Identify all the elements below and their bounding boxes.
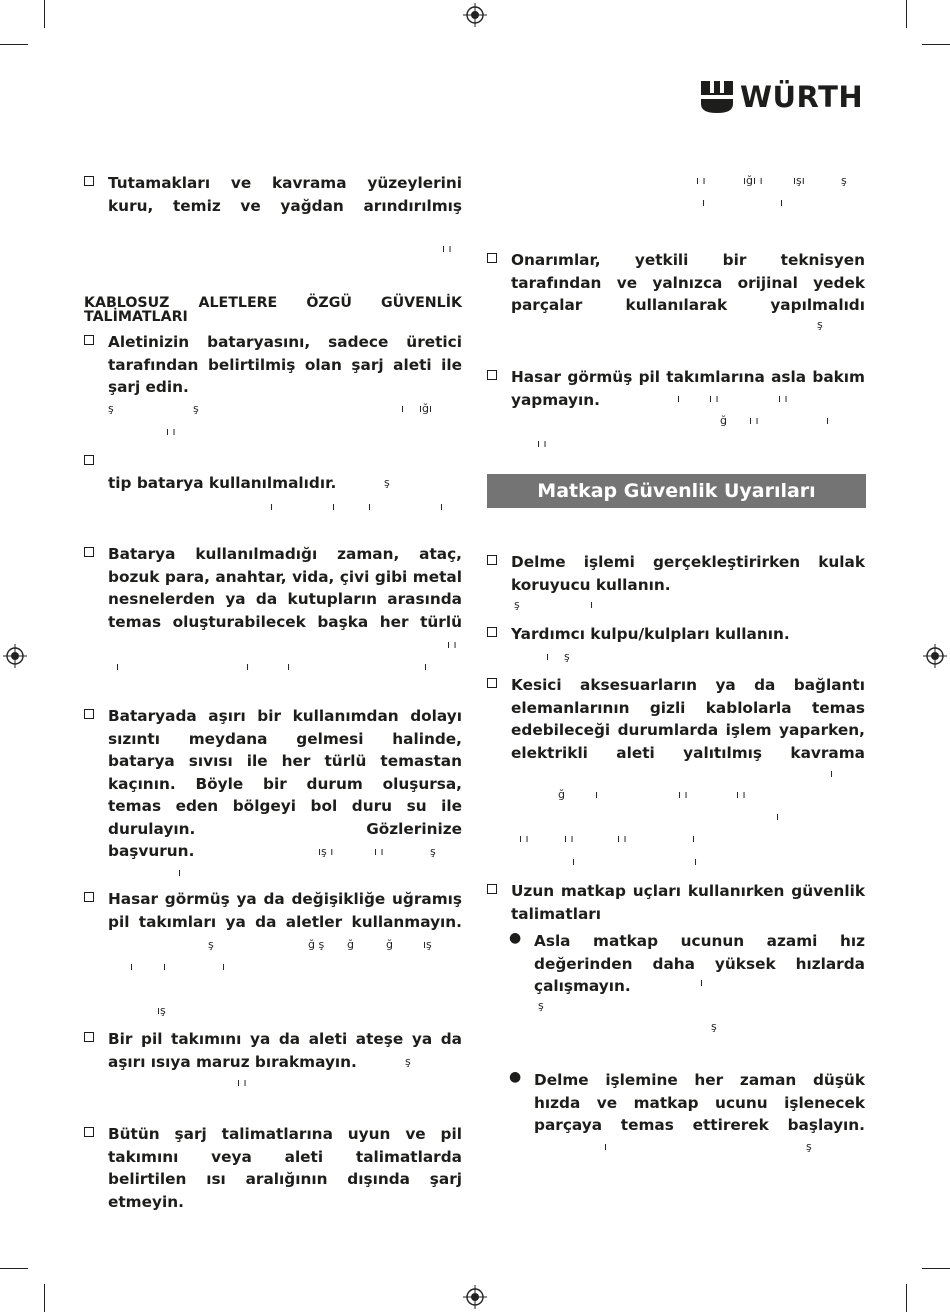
safety-item-text: tip batarya kullanılmalıdır.	[108, 474, 337, 492]
text-fragment: ı	[590, 598, 594, 611]
bullet-icon: ●	[509, 930, 522, 946]
text-fragment: ı	[700, 976, 704, 989]
safety-item-text: Aletinizin bataryasını, sadece üretici tarafından belirtilmiş olan şarj aleti ile şarj edin.	[108, 333, 462, 396]
text-fragment: ış	[157, 1004, 166, 1017]
crop-mark	[0, 1268, 28, 1269]
text-fragment: ı	[572, 855, 576, 868]
text-fragment: ı	[677, 392, 681, 405]
text-fragment: ı	[116, 660, 120, 673]
crop-mark	[44, 1284, 45, 1312]
text-fragment: ı ı	[749, 414, 759, 427]
text-fragment: ş	[405, 1055, 411, 1068]
crop-mark	[922, 44, 950, 45]
text-fragment: ı ı	[617, 832, 627, 845]
text-fragment: ığı ı	[743, 174, 763, 187]
checkbox-icon	[84, 1127, 94, 1137]
safety-item-text: Bütün şarj talimatlarına uyun ve pil takımını veya aleti talimatlarda belirtilen ısı aralığının dışında şarj etmeyin.	[108, 1125, 462, 1211]
text-fragment: ı	[780, 196, 784, 209]
text-fragment: ğ	[347, 938, 354, 951]
text-fragment: ı	[270, 500, 274, 513]
safety-item-text: Yardımcı kulpu/kulpları kullanın.	[511, 625, 790, 643]
text-fragment: ğ	[558, 788, 565, 801]
text-fragment: ş	[806, 1140, 812, 1153]
checkbox-icon	[487, 884, 497, 894]
brand-logo	[700, 80, 863, 114]
text-fragment: ı	[287, 660, 291, 673]
crop-mark	[0, 44, 28, 45]
text-fragment: ışı	[793, 174, 805, 187]
text-fragment: ı	[368, 500, 372, 513]
checkbox-icon	[84, 709, 94, 719]
checkbox-icon	[84, 335, 94, 345]
checkbox-icon	[84, 547, 94, 557]
registration-mark-icon	[463, 1285, 487, 1309]
section-heading-line: TALİMATLARI	[84, 309, 188, 325]
text-fragment: ı	[401, 402, 405, 415]
text-fragment: ı	[546, 650, 550, 663]
checkbox-icon	[487, 555, 497, 565]
crop-mark	[906, 1284, 907, 1312]
text-fragment: ı ı	[537, 437, 547, 450]
text-fragment: ğ	[386, 938, 393, 951]
safety-item-text: Kesici aksesuarların ya da bağlantı elemanlarının gizli kablolarla temas edebileceği durumlarda işlem yaparken, elektrikli aleti yalıtılmış kavrama	[511, 676, 865, 762]
safety-item-text: Onarımlar, yetkili bir teknisyen tarafından ve yalnızca orijinal yedek parçalar kullanılarak yapılmalıdı	[511, 251, 865, 314]
text-fragment: ı ı	[237, 1076, 247, 1089]
text-fragment: ı ı	[374, 845, 384, 858]
text-fragment: ış ı	[318, 845, 334, 858]
text-fragment: ı	[332, 500, 336, 513]
text-fragment: ş	[538, 999, 544, 1012]
section-banner-title: Matkap Güvenlik Uyarıları	[537, 480, 816, 502]
text-fragment: ı	[830, 767, 834, 780]
bullet-item-text: Asla matkap ucunun azami hız değerinden daha yüksek hızlarda çalışmayın.	[534, 932, 865, 995]
crop-mark	[922, 1268, 950, 1269]
text-fragment: ğ ş	[308, 938, 325, 951]
text-fragment: ı	[595, 788, 599, 801]
text-fragment: ı	[222, 960, 226, 973]
text-fragment: ş	[817, 318, 823, 331]
text-fragment: ş	[193, 402, 199, 415]
registration-mark-icon	[463, 3, 487, 27]
text-fragment: ş	[430, 845, 436, 858]
section-heading	[84, 296, 462, 324]
brand-name: WÜRTH	[740, 80, 864, 114]
safety-item-text: başvurun.	[108, 842, 195, 860]
text-fragment: ı	[178, 866, 182, 879]
text-fragment: ı ı	[778, 392, 788, 405]
text-fragment: ğ	[720, 414, 727, 427]
text-fragment: ı ı	[447, 638, 457, 651]
safety-item-text: Uzun matkap uçları kullanırken güvenlik talimatları	[511, 882, 865, 923]
section-heading-line: KABLOSUZ ALETLERE ÖZGÜ GÜVENLİK	[84, 295, 462, 311]
text-fragment: ı	[692, 832, 696, 845]
registration-mark-icon	[923, 644, 947, 668]
safety-item-text: Bataryada aşırı bir kullanımdan dolayı sızıntı meydana gelmesi halinde, batarya sıvısı ile her türlü temastan kaçının. Böyle bir durum oluşursa, temas eden bölgeyi bol duru su ile durulayın. Gözlerinize	[108, 707, 462, 838]
text-fragment: ı	[440, 500, 444, 513]
text-fragment: ı ı	[709, 392, 719, 405]
text-fragment: ı	[130, 960, 134, 973]
text-fragment: ı	[604, 1140, 608, 1153]
checkbox-icon	[487, 253, 497, 263]
safety-item-text: Bir pil takımını ya da aleti ateşe ya da aşırı ısıya maruz bırakmayın.	[108, 1030, 462, 1071]
checkbox-icon	[487, 627, 497, 637]
text-fragment: ı ı	[678, 788, 688, 801]
text-fragment: ş	[514, 598, 520, 611]
text-fragment: ı ı	[442, 242, 452, 255]
text-fragment: ı	[702, 196, 706, 209]
text-fragment: ı	[776, 810, 780, 823]
checkbox-icon	[487, 678, 497, 688]
safety-item-text: Tutamakları ve kavrama yüzeylerini kuru, temiz ve yağdan arındırılmış	[108, 174, 462, 215]
checkbox-icon	[84, 455, 94, 465]
text-fragment: ığı	[419, 402, 433, 415]
safety-item-text: Hasar görmüş ya da değişikliğe uğramış pil takımları ya da aletler kullanmayın.	[108, 890, 462, 931]
safety-item-text: Hasar görmüş pil takımlarına asla bakım yapmayın.	[511, 368, 865, 409]
text-fragment: ı ı	[696, 174, 706, 187]
text-fragment: ş	[711, 1020, 717, 1033]
bullet-item-text: Delme işlemine her zaman düşük hızda ve matkap ucunu işlenecek parçaya temas ettirerek başlayın.	[534, 1071, 865, 1134]
checkbox-icon	[84, 892, 94, 902]
text-fragment: ı	[424, 660, 428, 673]
text-fragment: ı ı	[564, 832, 574, 845]
registration-mark-icon	[3, 644, 27, 668]
text-fragment: ı ı	[166, 425, 176, 438]
section-banner	[487, 474, 866, 508]
text-fragment: ı	[246, 660, 250, 673]
text-fragment: ş	[108, 402, 114, 415]
crop-mark	[906, 0, 907, 28]
bullet-icon: ●	[509, 1069, 522, 1085]
text-fragment: ı	[694, 855, 698, 868]
text-fragment: ı	[826, 414, 830, 427]
checkbox-icon	[84, 176, 94, 186]
safety-item-text: Delme işlemi gerçekleştirirken kulak koruyucu kullanın.	[511, 553, 865, 594]
crop-mark	[44, 0, 45, 28]
text-fragment: ı ı	[519, 832, 529, 845]
text-fragment: ş	[564, 650, 570, 663]
text-fragment: ş	[841, 174, 847, 187]
checkbox-icon	[487, 370, 497, 380]
safety-item-text: Batarya kullanılmadığı zaman, ataç, bozuk para, anahtar, vida, çivi gibi metal nesnelerden ya da kutupların arasında temas oluşturabilecek başka her türlü	[108, 545, 462, 631]
checkbox-icon	[84, 1032, 94, 1042]
text-fragment: ş	[208, 938, 214, 951]
wurth-emblem-icon	[700, 80, 734, 114]
text-fragment: ı ı	[736, 788, 746, 801]
text-fragment: ı	[163, 960, 167, 973]
text-fragment: ış	[423, 938, 432, 951]
text-fragment: ş	[384, 476, 390, 489]
